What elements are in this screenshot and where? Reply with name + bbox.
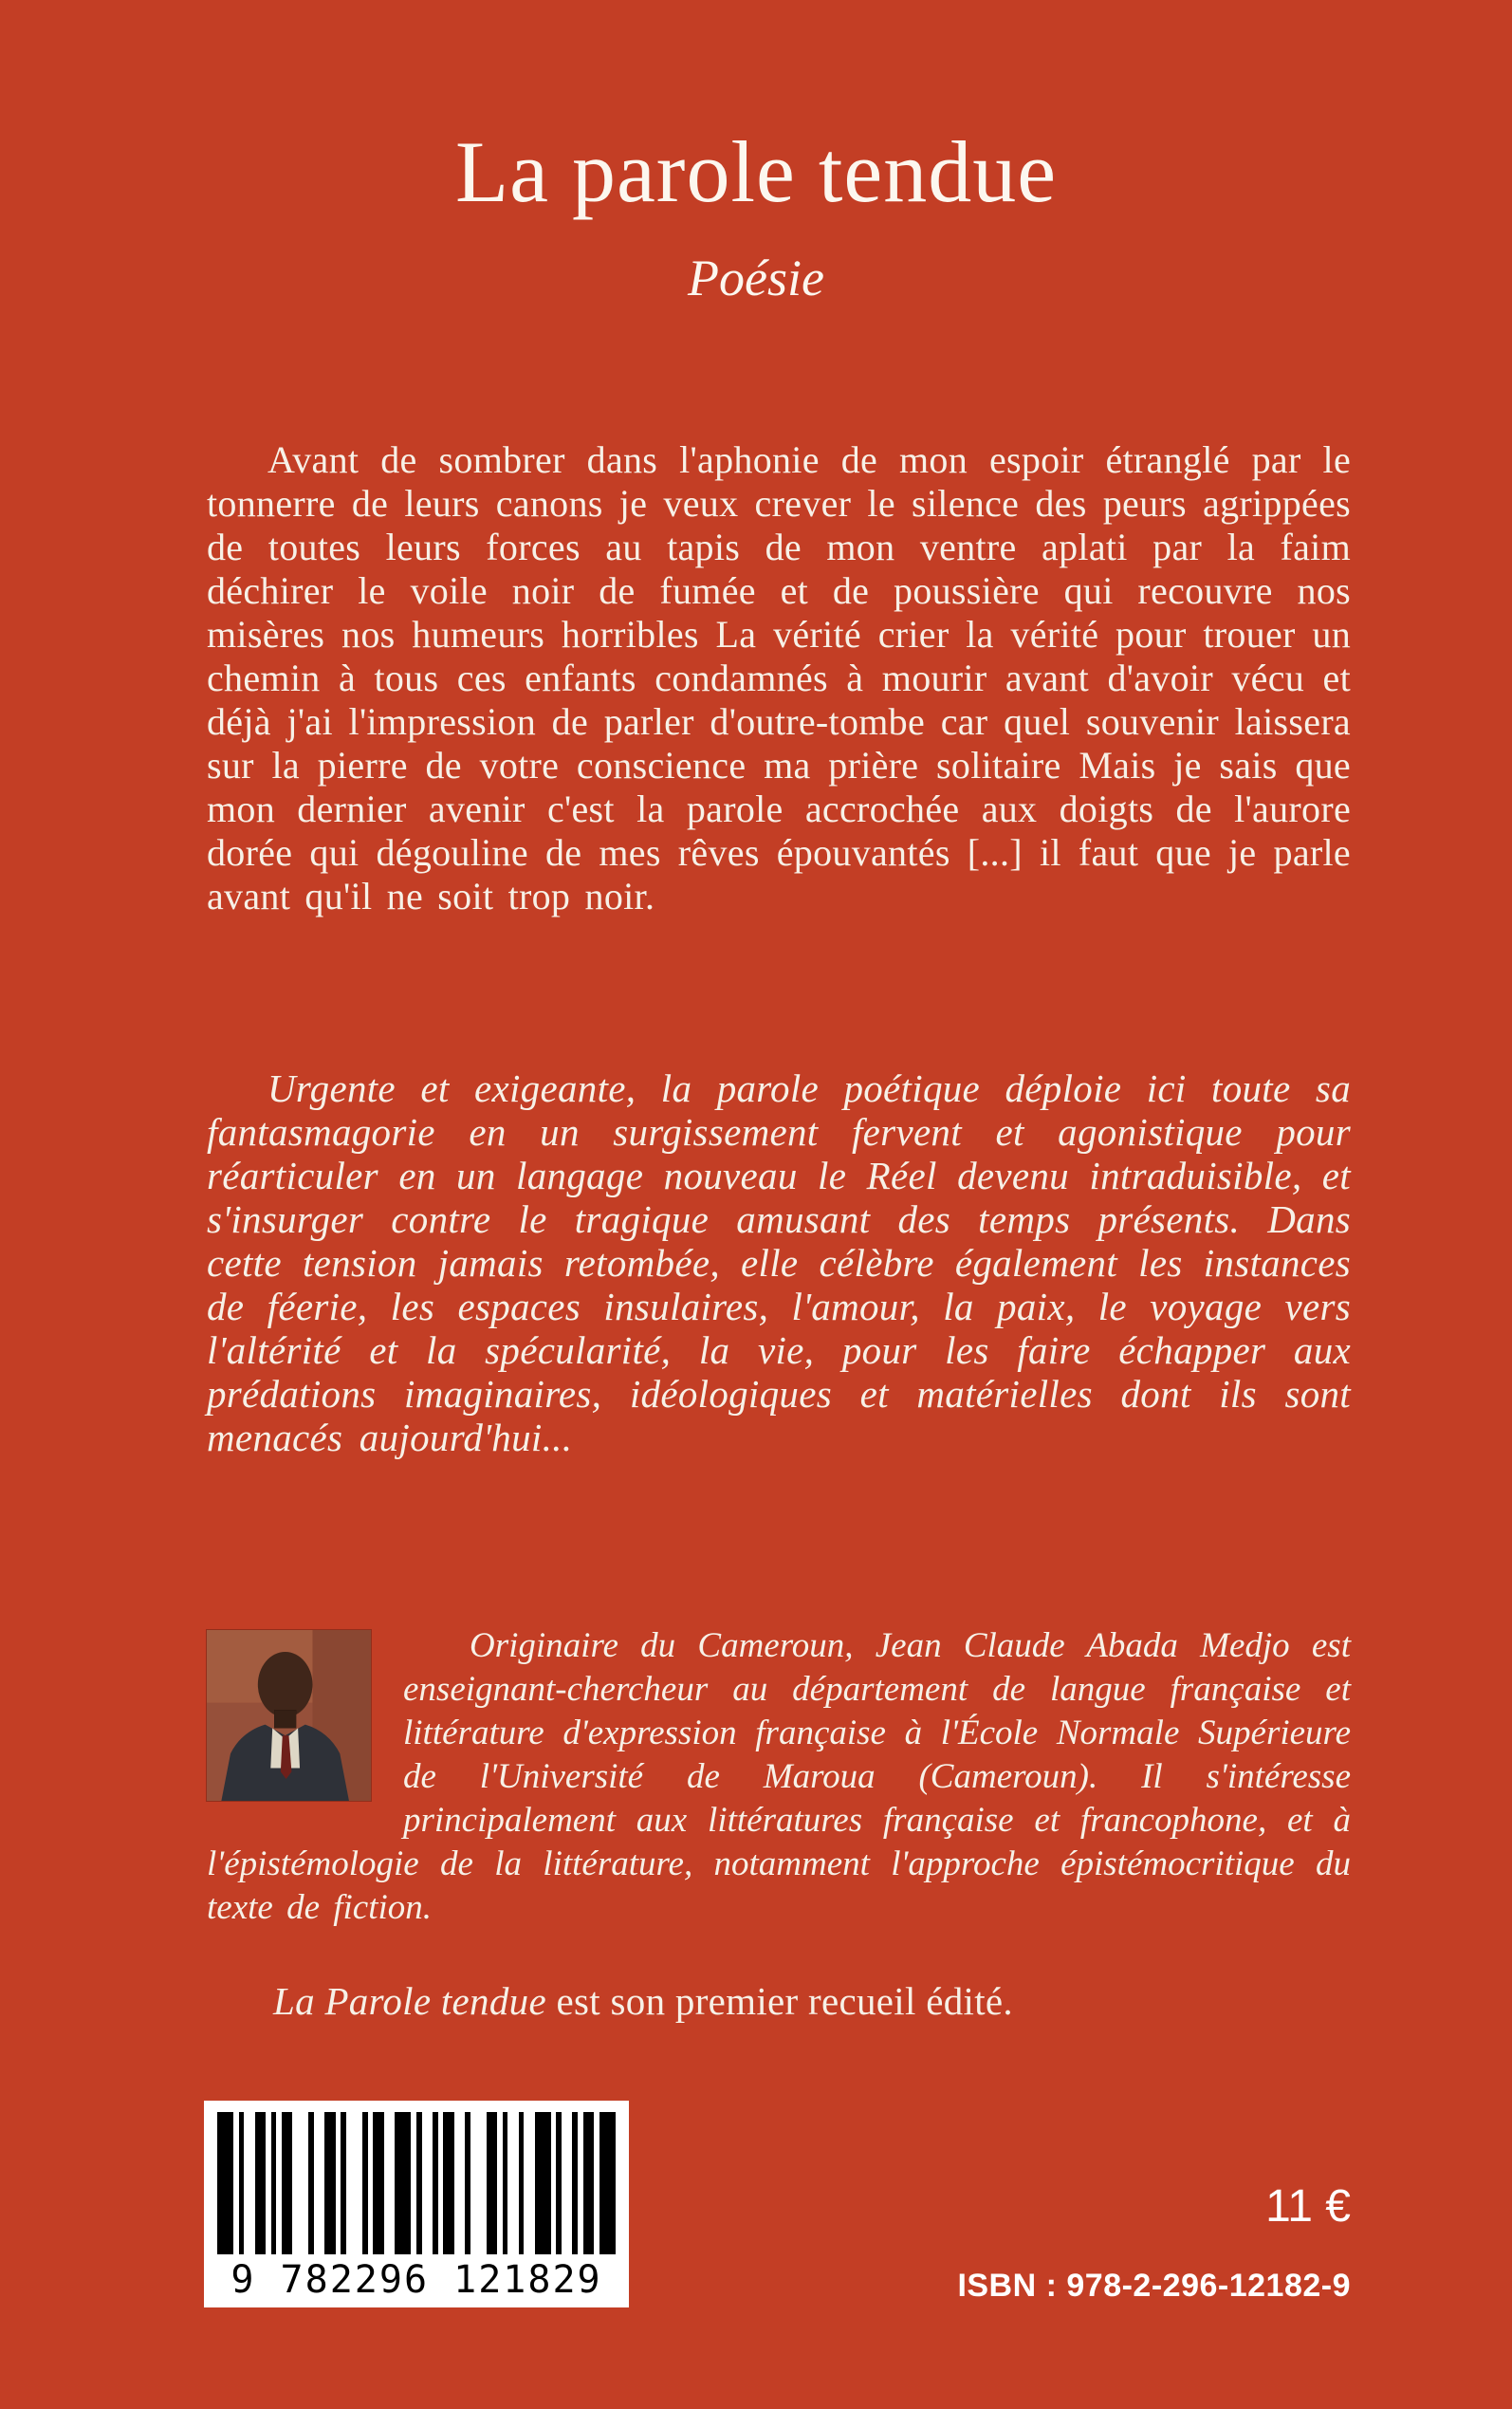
publisher-blurb-paragraph: Urgente et exigeante, la parole poétique déploie ici toute sa fantasmagorie en un surgissement fervent et agonistique pour réarticuler en un langage nouveau le Réel devenu intraduisible, et s'insurger contre le tragique amusant des temps présents. Dans cette tension jamais retombée, elle célèbre également les instances de féerie, les espaces insulaires, l'amour, la paix, le voyage vers l'altérité et la spécularité, la vie, pour les faire échapper aux prédations imaginaires, idéologiques et matérielles dont ils sont menacés aujourd'hui... — [207, 1066, 1351, 1459]
author-portrait-photo — [207, 1630, 371, 1801]
book-title: La parole tendue — [454, 123, 1058, 220]
book-genre-subtitle: Poésie — [688, 250, 824, 306]
author-bio-text: Originaire du Cameroun, Jean Claude Abada Medjo est enseignant-chercheur au département de langue française et littérature d'expression française à l'École Normale Supérieure de l'Université de Maroua (Cameroun). Il s'intéresse principalement aux littératures française et francophone, et à l'épistémologie de la littérature, notamment l'approche épistémocritique du texte de fiction. — [207, 1626, 1351, 1927]
isbn-label: ISBN : 978-2-296-12182-9 — [957, 2268, 1351, 2304]
first-book-note — [273, 1978, 1013, 2024]
barcode-number: 9 782296 121829 — [230, 2258, 602, 2302]
first-book-note-rest: est son premier recueil édité. — [545, 1979, 1013, 2023]
poem-excerpt-paragraph: Avant de sombrer dans l'aphonie de mon espoir étranglé par le tonnerre de leurs canons je veux crever le silence des peurs agrippées de toutes leurs forces au tapis de mon ventre aplati par la faim déchirer le voile noir de fumée et de poussière qui recouvre nos misères nos humeurs horribles La vérité crier la vérité pour trouer un chemin à tous ces enfants condamnés à mourir avant d'avoir vécu et déjà j'ai l'impression de parler d'outre-tombe car quel souvenir laissera sur la pierre de votre conscience ma prière solitaire Mais je sais que mon dernier avenir c'est la parole accrochée aux doigts de l'aurore dorée qui dégouline de mes rêves épouvantés [...] il faut que je parle avant qu'il ne soit trop noir. — [207, 438, 1351, 917]
author-bio-section — [207, 1624, 1351, 1930]
first-book-note-title: La Parole tendue — [273, 1979, 546, 2023]
barcode-bars — [217, 2112, 616, 2254]
barcode-panel — [204, 2101, 629, 2307]
price-label: 11 € — [1265, 2181, 1351, 2232]
